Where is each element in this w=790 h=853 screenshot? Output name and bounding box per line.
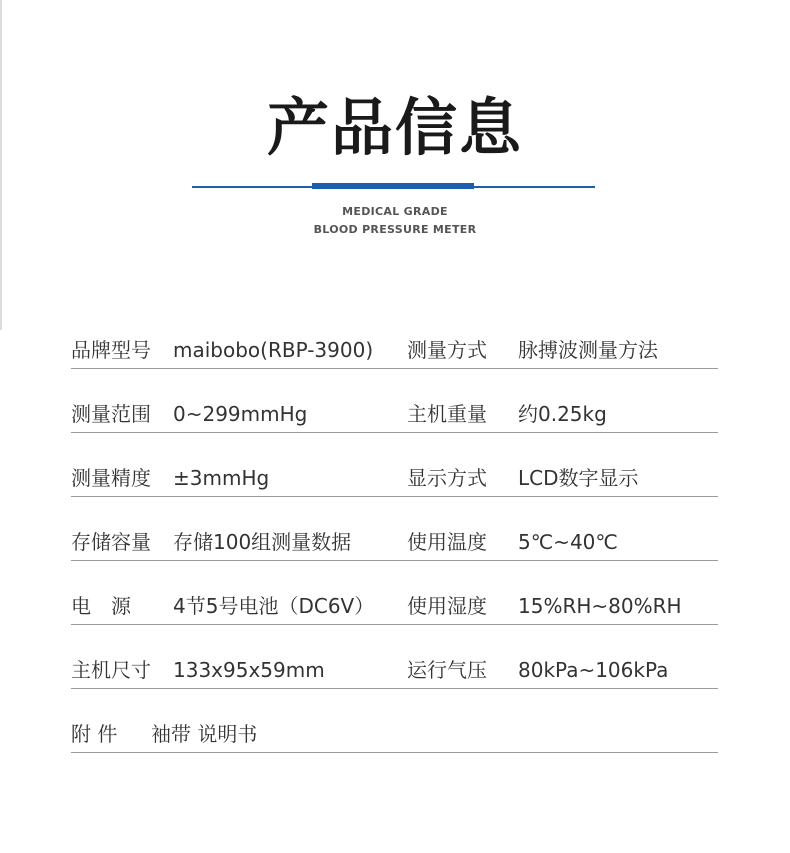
- subtitle-line-1: MEDICAL GRADE: [342, 205, 448, 218]
- spec-value: 80kPa~106kPa: [518, 658, 669, 682]
- spec-value: maibobo(RBP-3900): [173, 338, 374, 362]
- title-divider-accent: [312, 183, 474, 189]
- spec-value: 脉搏波测量方法: [518, 338, 658, 362]
- spec-label: 主机重量: [407, 402, 487, 426]
- spec-value: ±3mmHg: [173, 466, 270, 490]
- accessories-row: [71, 689, 718, 753]
- spec-label: 显示方式: [407, 466, 487, 490]
- accessories-value: 袖带 说明书: [151, 722, 258, 746]
- spec-value: 5℃~40℃: [518, 530, 618, 554]
- spec-row: [71, 433, 718, 497]
- spec-label: 存储容量: [71, 530, 151, 554]
- spec-label: 使用湿度: [407, 594, 487, 618]
- spec-row: [71, 305, 718, 369]
- spec-label: 主机尺寸: [71, 658, 151, 682]
- spec-row: [71, 625, 718, 689]
- spec-label: 测量方式: [407, 338, 487, 362]
- spec-label: 品牌型号: [71, 338, 151, 362]
- spec-label: 运行气压: [407, 658, 487, 682]
- spec-value: 0~299mmHg: [173, 402, 308, 426]
- spec-label: 测量精度: [71, 466, 151, 490]
- spec-value: 15%RH~80%RH: [518, 594, 682, 618]
- spec-label: 测量范围: [71, 402, 151, 426]
- spec-label: 使用温度: [407, 530, 487, 554]
- spec-value: LCD数字显示: [518, 466, 639, 490]
- spec-value: 约0.25kg: [518, 402, 607, 426]
- spec-row: [71, 561, 718, 625]
- accessories-label: 附 件: [71, 722, 118, 746]
- spec-row: [71, 497, 718, 561]
- subtitle-line-2: BLOOD PRESSURE METER: [313, 223, 477, 236]
- page-title: 产品信息: [266, 91, 523, 164]
- spec-table: [71, 305, 718, 753]
- spec-value: 存储100组测量数据: [173, 530, 352, 554]
- spec-value: 133x95x59mm: [173, 658, 325, 682]
- spec-row: [71, 369, 718, 433]
- spec-label: 电 源: [71, 594, 131, 618]
- spec-value: 4节5号电池（DC6V）: [173, 594, 375, 618]
